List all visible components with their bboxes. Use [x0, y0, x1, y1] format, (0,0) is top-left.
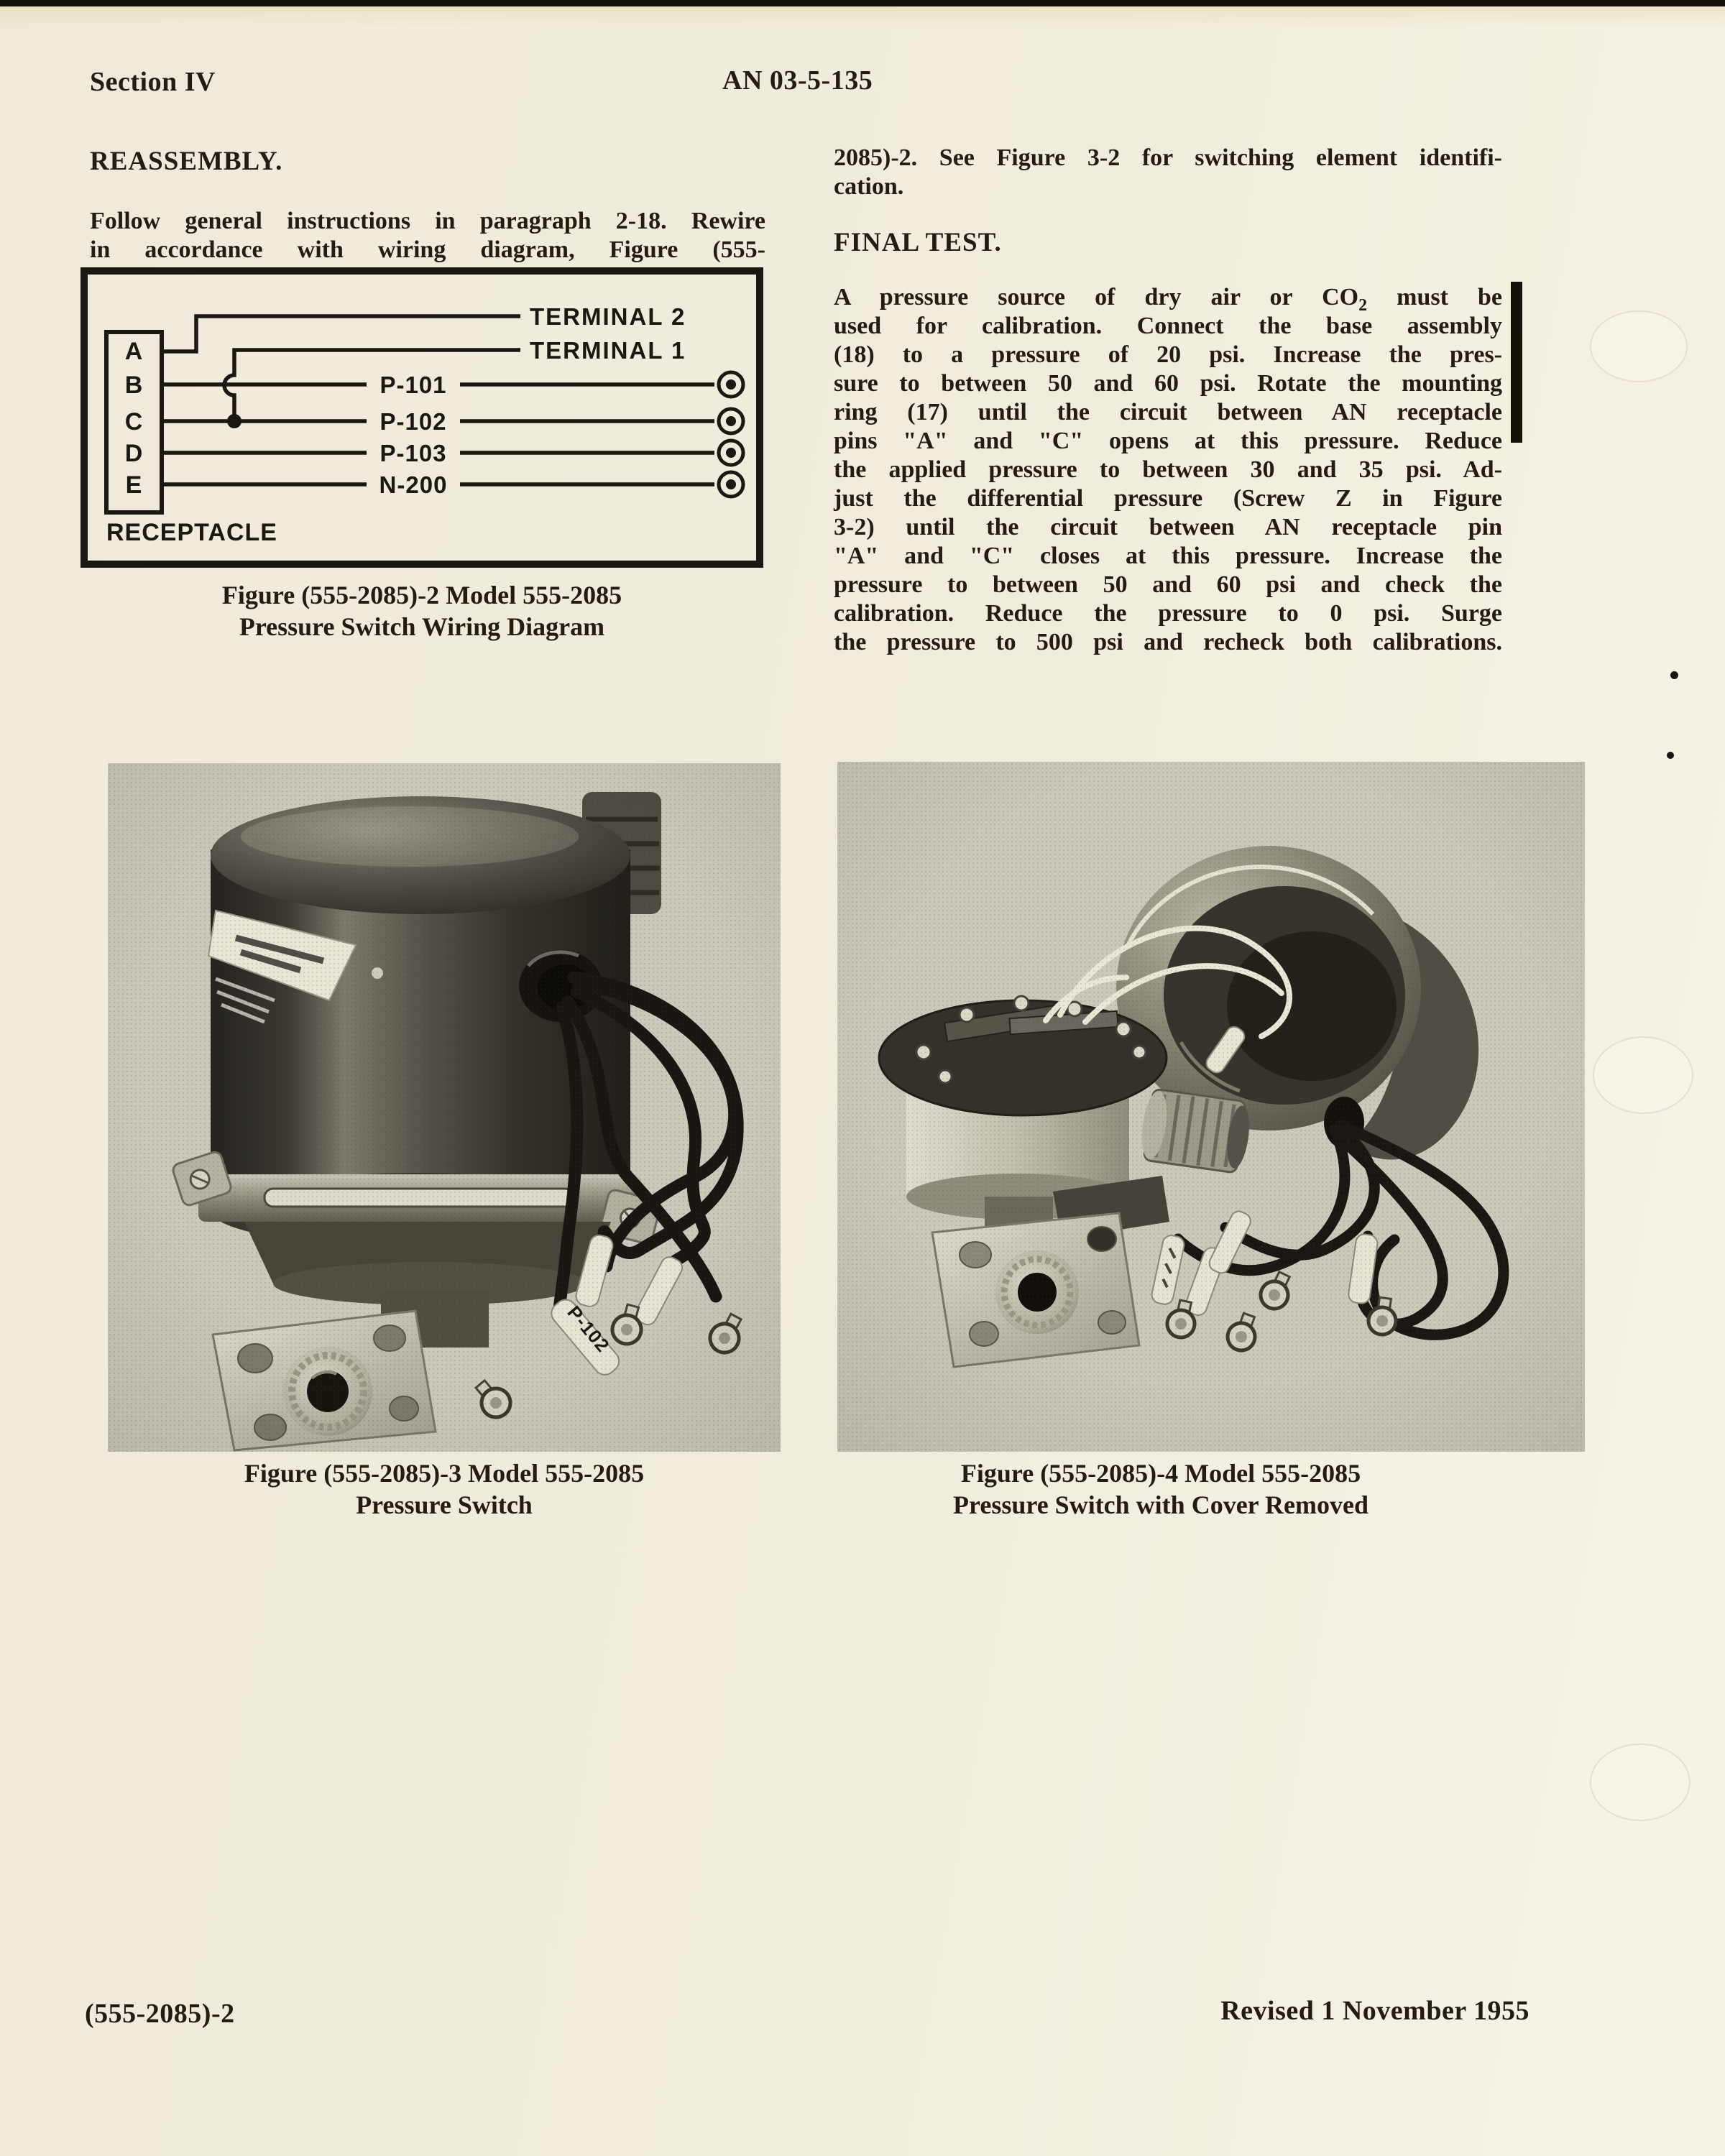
ink-speck-1 [1670, 671, 1678, 679]
figure3-photo [108, 763, 781, 1452]
footer-page-number: (555-2085)-2 [85, 1999, 235, 2029]
wiring-diagram [80, 267, 763, 568]
paragraph-line: the applied pressure to between 30 and 35 psi. Ad- [834, 456, 1502, 483]
reassembly-heading: REASSEMBLY. [90, 147, 283, 176]
reassembly-paragraph [90, 207, 765, 264]
paragraph-line: calibration. Reduce the pressure to 0 psi. Surge [834, 600, 1502, 627]
pin-label-b: B [124, 372, 143, 399]
wire-terminal2 [162, 316, 520, 351]
paragraph-line: "A" and "C" closes at this pressure. Increase the [834, 543, 1502, 569]
wire-label-p101: P-101 [380, 372, 447, 398]
paragraph-line: Follow general instructions in paragraph 2-18. Rewire [90, 208, 765, 234]
terminal-ring-icon [719, 441, 743, 465]
wire-label-p102: P-102 [380, 408, 447, 435]
paragraph-line: ring (17) until the circuit between AN receptacle [834, 399, 1502, 425]
paragraph-line: sure to between 50 and 60 psi. Rotate the mounting [834, 370, 1502, 397]
terminal1-label: TERMINAL 1 [530, 337, 686, 364]
footer-revision-date: Revised 1 November 1955 [1220, 1996, 1530, 2026]
junction-dot [227, 414, 242, 428]
pin-label-e: E [125, 471, 142, 499]
terminal-ring-icon [719, 372, 743, 397]
final-test-heading: FINAL TEST. [834, 228, 1002, 257]
figure3-caption-line2: Pressure Switch [356, 1491, 533, 1519]
terminal2-label: TERMINAL 2 [530, 303, 686, 330]
paragraph-line: pressure to between 50 and 60 psi and check the [834, 571, 1502, 598]
terminal-ring-icons [719, 372, 743, 497]
photo-vignette [837, 762, 1585, 1452]
receptacle-label: RECEPTACLE [106, 519, 277, 546]
wire-label-p103: P-103 [380, 440, 447, 466]
punch-hole-top [1590, 310, 1688, 382]
photo-vignette [108, 763, 781, 1452]
subscript-2: 2 [1358, 295, 1368, 315]
paragraph-line: used for calibration. Connect the base assembly [834, 313, 1502, 339]
paragraph-line: pins "A" and "C" opens at this pressure. Reduce [834, 428, 1502, 454]
pin-label-a: A [124, 338, 143, 365]
paragraph-line: 3-2) until the circuit between AN receptacle pin [834, 514, 1502, 540]
figure4-caption [787, 1457, 1535, 1521]
continued-line: 2085)-2. See Figure 3-2 for switching element identifi- [834, 144, 1502, 171]
scan-top-tint [0, 6, 1725, 28]
figure4-photo [837, 762, 1585, 1452]
punch-hole-bottom [1590, 1743, 1690, 1821]
figure2-caption-line1: Figure (555-2085)-2 Model 555-2085 [221, 581, 622, 609]
paragraph-line: in accordance with wiring diagram, Figure (555- [90, 236, 765, 263]
pin-label-c: C [124, 408, 143, 436]
wire-label-n200: N-200 [379, 471, 448, 498]
figure4-caption-line1: Figure (555-2085)-4 Model 555-2085 [960, 1459, 1361, 1488]
terminal-ring-icon [719, 409, 743, 433]
header-section: Section IV [90, 67, 216, 97]
ink-speck-2 [1667, 752, 1674, 759]
figure4-caption-line2: Pressure Switch with Cover Removed [953, 1491, 1368, 1519]
line-text: must be [1367, 284, 1502, 310]
paragraph-line: the pressure to 500 psi and recheck both calibrations. [834, 629, 1502, 655]
figure3-caption-line1: Figure (555-2085)-3 Model 555-2085 [244, 1459, 645, 1488]
line-text: A pressure source of dry air or CO [834, 284, 1359, 310]
terminal-ring-icon [719, 472, 743, 497]
figure2-caption-line2: Pressure Switch Wiring Diagram [239, 612, 605, 641]
final-test-paragraph [834, 283, 1502, 657]
paragraph-line: (18) to a pressure of 20 psi. Increase the pres- [834, 341, 1502, 368]
punch-hole-middle [1593, 1036, 1693, 1114]
scan-top-edge [0, 0, 1725, 6]
paragraph-line [834, 283, 1502, 315]
continued-line: cation. [834, 173, 904, 200]
figure3-caption [108, 1457, 781, 1521]
paragraph-line: just the differential pressure (Screw Z in Figure [834, 485, 1502, 512]
figure2-caption [84, 579, 760, 642]
revision-change-bar [1511, 282, 1522, 443]
pin-label-d: D [124, 440, 143, 467]
header-doc-number: AN 03-5-135 [722, 65, 873, 96]
